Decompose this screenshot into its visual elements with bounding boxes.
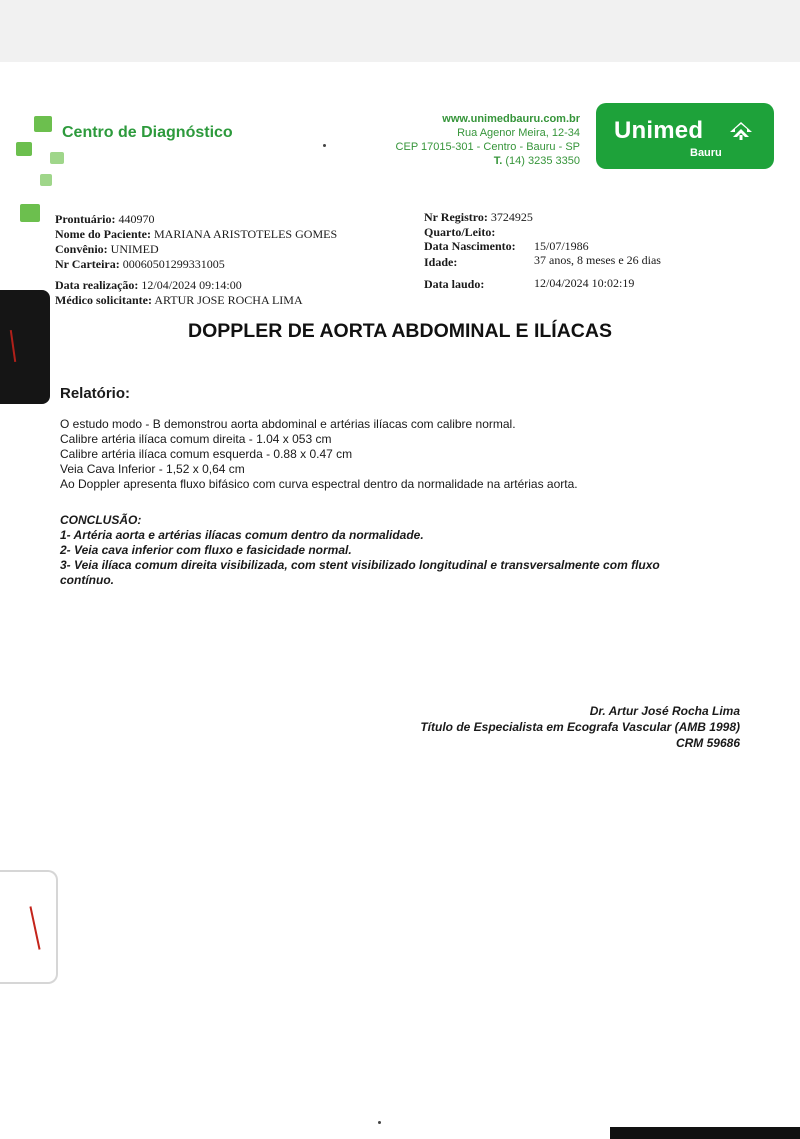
scan-binder-tab bbox=[0, 290, 50, 404]
registro-label: Nr Registro: bbox=[424, 210, 488, 224]
laudo-row bbox=[424, 276, 484, 292]
signature-title: Título de Especialista em Ecografa Vascular (AMB 1998) bbox=[420, 720, 740, 734]
medico-row bbox=[55, 292, 303, 308]
carteira-label: Nr Carteira: bbox=[55, 257, 120, 271]
report-heading: Relatório: bbox=[60, 385, 131, 402]
signature-block bbox=[420, 703, 740, 751]
conclusion-item: 3- Veia ilíaca comum direita visibilizada, com stent visibilizado longitudinal e transversalmente com fluxo bbox=[60, 558, 660, 572]
report-body bbox=[60, 417, 740, 492]
prontuario-row bbox=[55, 211, 154, 227]
phone bbox=[396, 154, 580, 168]
nascimento-value: 15/07/1986 bbox=[534, 239, 589, 253]
report-line: Calibre artéria ilíaca comum esquerda - 0.88 x 0.47 cm bbox=[60, 447, 353, 461]
data-realizacao-value: 12/04/2024 09:14:00 bbox=[141, 278, 242, 292]
conclusion-item: 1- Artéria aorta e artérias ilíacas comum dentro da normalidade. bbox=[60, 528, 424, 542]
signature-name: Dr. Artur José Rocha Lima bbox=[589, 704, 740, 718]
idade-label: Idade: bbox=[424, 255, 458, 269]
patient-name-label: Nome do Paciente: bbox=[55, 227, 151, 241]
medico-label: Médico solicitante: bbox=[55, 293, 152, 307]
convenio-row bbox=[55, 241, 159, 257]
conclusion-item: 2- Veia cava inferior com fluxo e fasicidade normal. bbox=[60, 543, 352, 557]
unimed-tree-icon bbox=[728, 121, 754, 141]
conclusion-block bbox=[60, 513, 740, 588]
nascimento-row bbox=[424, 238, 516, 254]
registro-value: 3724925 bbox=[490, 210, 533, 224]
phone-number: (14) 3235 3350 bbox=[505, 155, 580, 167]
patient-name-row bbox=[55, 226, 337, 242]
convenio-label: Convênio: bbox=[55, 242, 108, 256]
scan-binder-tab bbox=[0, 870, 58, 984]
carteira-row bbox=[55, 256, 225, 272]
report-line: Veia Cava Inferior - 1,52 x 0,64 cm bbox=[60, 462, 245, 476]
idade-value-cell bbox=[534, 252, 661, 268]
report-line: Calibre artéria ilíaca comum direita - 1.04 x 053 cm bbox=[60, 432, 332, 446]
convenio-value: UNIMED bbox=[110, 242, 159, 256]
scan-speck bbox=[378, 1121, 381, 1124]
pen-mark bbox=[29, 906, 40, 949]
address-line-2: CEP 17015-301 - Centro - Bauru - SP bbox=[395, 141, 580, 153]
website-link[interactable]: www.unimedbauru.com.br bbox=[442, 113, 580, 125]
phone-prefix: T. bbox=[493, 155, 503, 167]
quarto-label: Quarto/Leito: bbox=[424, 225, 496, 239]
report-line: Ao Doppler apresenta fluxo bifásico com curva espectral dentro da normalidade na artérias aorta. bbox=[60, 477, 578, 491]
address-line-1: Rua Agenor Meira, 12-34 bbox=[457, 127, 580, 139]
brand-city: Bauru bbox=[690, 147, 722, 159]
medico-value: ARTUR JOSE ROCHA LIMA bbox=[154, 293, 303, 307]
conclusion-item: contínuo. bbox=[60, 573, 114, 587]
nascimento-label: Data Nascimento: bbox=[424, 239, 516, 253]
brand-name: Unimed bbox=[614, 117, 704, 144]
prontuario-label: Prontuário: bbox=[55, 212, 116, 226]
registro-row bbox=[424, 209, 533, 225]
clinic-name: Centro de Diagnóstico bbox=[62, 124, 233, 141]
data-realizacao-label: Data realização: bbox=[55, 278, 139, 292]
data-realizacao-row bbox=[55, 277, 242, 293]
patient-name-value: MARIANA ARISTOTELES GOMES bbox=[153, 227, 338, 241]
scan-edge-bar bbox=[610, 1127, 800, 1139]
carteira-value: 00060501299331005 bbox=[122, 257, 225, 271]
laudo-value-cell bbox=[534, 275, 634, 291]
prontuario-value: 440970 bbox=[118, 212, 155, 226]
idade-value: 37 anos, 8 meses e 26 dias bbox=[534, 253, 661, 267]
clinic-contact bbox=[396, 112, 580, 168]
pen-mark bbox=[10, 330, 16, 362]
document-title: DOPPLER DE AORTA ABDOMINAL E ILÍACAS bbox=[188, 320, 612, 342]
unimed-brand-box bbox=[596, 103, 774, 169]
report-line: O estudo modo - B demonstrou aorta abdominal e artérias ilíacas com calibre normal. bbox=[60, 417, 516, 431]
scan-top-band bbox=[0, 0, 800, 62]
idade-row bbox=[424, 254, 457, 270]
conclusion-heading: CONCLUSÃO: bbox=[60, 513, 142, 527]
scan-speck bbox=[323, 144, 326, 147]
signature-crm: CRM 59686 bbox=[675, 736, 740, 750]
laudo-label: Data laudo: bbox=[424, 277, 485, 291]
laudo-value: 12/04/2024 10:02:19 bbox=[534, 276, 635, 290]
